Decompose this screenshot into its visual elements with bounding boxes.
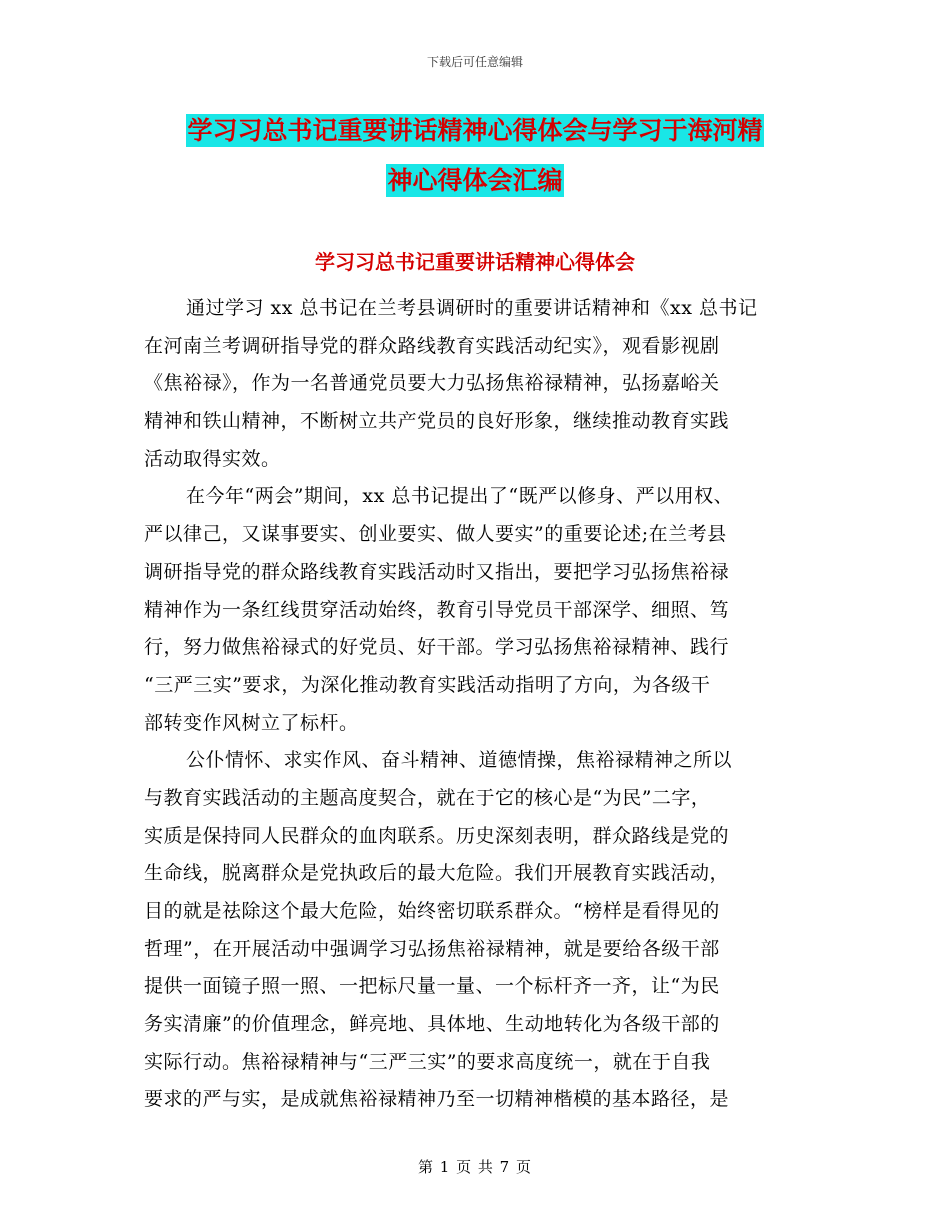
page-footer: 第 1 页 共 7 页: [418, 1158, 532, 1176]
text-line: 务实清廉”的价值理念，鲜亮地、具体地、生动地转化为各级干部的: [144, 1013, 720, 1036]
text-line: 部转变作风树立了标杆。: [144, 711, 359, 734]
text-line: 要求的严与实，是成就焦裕禄精神乃至一切精神楷模的基本路径，是: [144, 1088, 730, 1111]
document-title: [120, 106, 830, 206]
text-line: 精神和铁山精神，不断树立共产党员的良好形象，继续推动教育实践: [144, 410, 730, 433]
text-line: 实际行动。焦裕禄精神与“三严三实”的要求高度统一，就在于自我: [144, 1050, 711, 1073]
body-text: [144, 290, 809, 1119]
text-line: 通过学习 xx 总书记在兰考县调研时的重要讲话精神和《xx 总书记: [186, 297, 758, 319]
text-line: “三严三实”要求，为深化推动教育实践活动指明了方向，为各级干: [144, 673, 711, 696]
text-line: 在今年“两会”期间，xx 总书记提出了“既严以修身、严以用权、: [186, 485, 734, 508]
text-line: 活动取得实效。: [144, 447, 281, 470]
text-line: 《焦裕禄》，作为一名普通党员要大力弘扬焦裕禄精神，弘扬嘉峪关: [144, 372, 720, 395]
text-line: 行，努力做焦裕禄式的好党员、好干部。学习弘扬焦裕禄精神、践行: [144, 636, 730, 659]
text-line: 实质是保持同人民群众的血肉联系。历史深刻表明，群众路线是党的: [144, 824, 730, 847]
text-line: 提供一面镜子照一照、一把标尺量一量、一个标杆齐一齐，让“为民: [144, 975, 720, 998]
header-note: 下载后可任意编辑: [426, 55, 523, 69]
title-line-1: 学习习总书记重要讲话精神心得体会与学习于海河精: [187, 116, 763, 145]
text-line: 哲理”，在开展活动中强调学习弘扬焦裕禄精神，就是要给各级干部: [144, 937, 720, 960]
text-line: 严以律己，又谋事要实、创业要实、做人要实”的重要论述;在兰考县: [144, 523, 727, 546]
text-line: 生命线，脱离群众是党执政后的最大危险。我们开展教育实践活动，: [144, 862, 730, 885]
title-line-2: 神心得体会汇编: [387, 166, 563, 195]
text-line: 调研指导党的群众路线教育实践活动时又指出，要把学习弘扬焦裕禄: [144, 560, 730, 583]
text-line: 公仆情怀、求实作风、奋斗精神、道德情操，焦裕禄精神之所以: [186, 749, 733, 772]
text-line: 精神作为一条红线贯穿活动始终，教育引导党员干部深学、细照、笃: [144, 598, 730, 621]
section-title: 学习习总书记重要讲话精神心得体会: [315, 250, 635, 274]
text-line: 与教育实践活动的主题高度契合，就在于它的核心是“为民”二字，: [144, 786, 711, 809]
text-line: 在河南兰考调研指导党的群众路线教育实践活动纪实》，观看影视剧: [144, 334, 720, 357]
text-line: 目的就是祛除这个最大危险，始终密切联系群众。“榜样是看得见的: [144, 900, 720, 922]
